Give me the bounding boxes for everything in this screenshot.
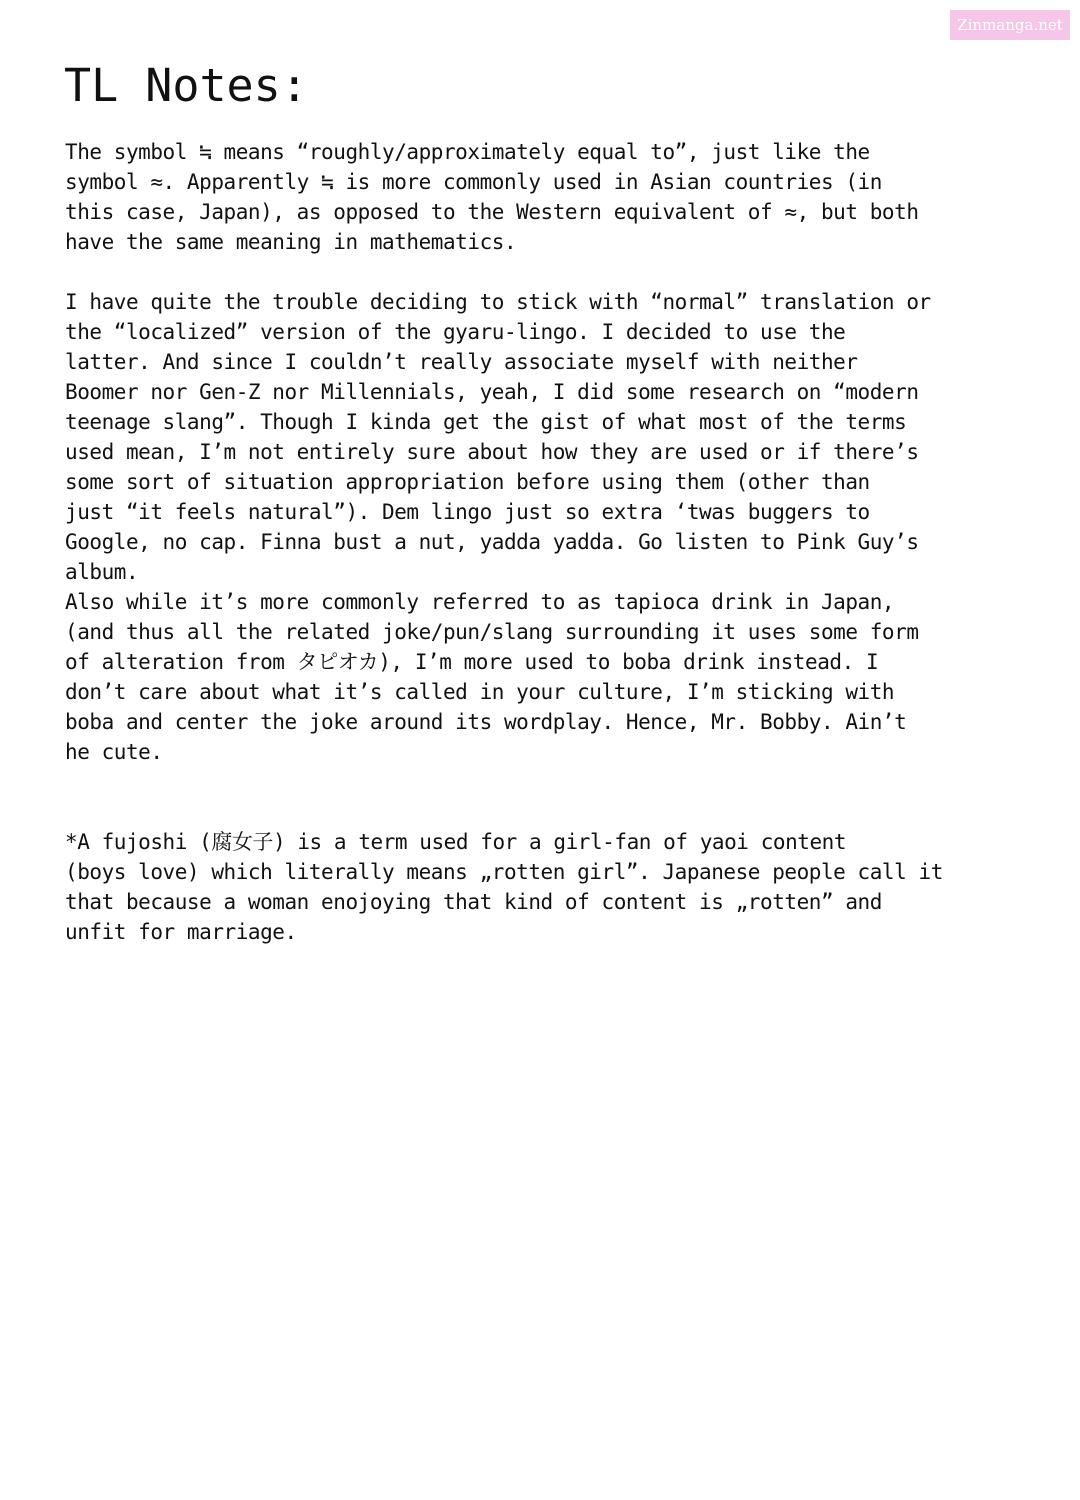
text-line: I have quite the trouble deciding to stick with “normal” translation or: [65, 290, 931, 314]
text-line: some sort of situation appropriation before using them (other than: [65, 470, 870, 494]
text-line: (boys love) which literally means „rotten girl”. Japanese people call it: [65, 860, 943, 884]
text-line: symbol ≈. Apparently ≒ is more commonly used in Asian countries (in: [65, 170, 882, 194]
note-paragraph-slang: [65, 287, 1025, 767]
text-line: have the same meaning in mathematics.: [65, 230, 517, 254]
text-line: The symbol ≒ means “roughly/approximately equal to”, just like the: [65, 140, 870, 164]
text-line: he cute.: [65, 740, 163, 764]
note-paragraph-fujoshi: [65, 827, 1025, 947]
text-line: that because a woman enojoying that kind of content is „rotten” and: [65, 890, 882, 914]
text-line: don’t care about what it’s called in your culture, I’m sticking with: [65, 680, 895, 704]
text-line: (and thus all the related joke/pun/slang surrounding it uses some form: [65, 620, 919, 644]
text-line: teenage slang”. Though I kinda get the gist of what most of the terms: [65, 410, 907, 434]
text-line: Also while it’s more commonly referred to as tapioca drink in Japan,: [65, 590, 895, 614]
paragraph-spacer: [65, 257, 1025, 287]
text-line: boba and center the joke around its wordplay. Hence, Mr. Bobby. Ain’t: [65, 710, 907, 734]
text-line: this case, Japan), as opposed to the Western equivalent of ≈, but both: [65, 200, 919, 224]
text-line: *A fujoshi (腐女子) is a term used for a girl-fan of yaoi content: [65, 830, 847, 854]
text-line: latter. And since I couldn’t really associate myself with neither: [65, 350, 858, 374]
notes-body: [65, 137, 1025, 947]
paragraph-spacer: [65, 767, 1025, 827]
text-line: the “localized” version of the gyaru-lingo. I decided to use the: [65, 320, 846, 344]
text-line: used mean, I’m not entirely sure about how they are used or if there’s: [65, 440, 919, 464]
text-line: just “it feels natural”). Dem lingo just so extra ‘twas buggers to: [65, 500, 870, 524]
site-watermark: Zinmanga.net: [950, 10, 1070, 40]
text-line: album.: [65, 560, 139, 584]
text-line: unfit for marriage.: [65, 920, 297, 944]
text-line: Boomer nor Gen-Z nor Millennials, yeah, I did some research on “modern: [65, 380, 919, 404]
text-line: Google, no cap. Finna bust a nut, yadda yadda. Go listen to Pink Guy’s: [65, 530, 919, 554]
text-line: of alteration from タピオカ), I’m more used to boba drink instead. I: [65, 650, 879, 674]
note-paragraph-symbol: [65, 137, 1025, 257]
page-title: TL Notes:: [64, 59, 308, 112]
